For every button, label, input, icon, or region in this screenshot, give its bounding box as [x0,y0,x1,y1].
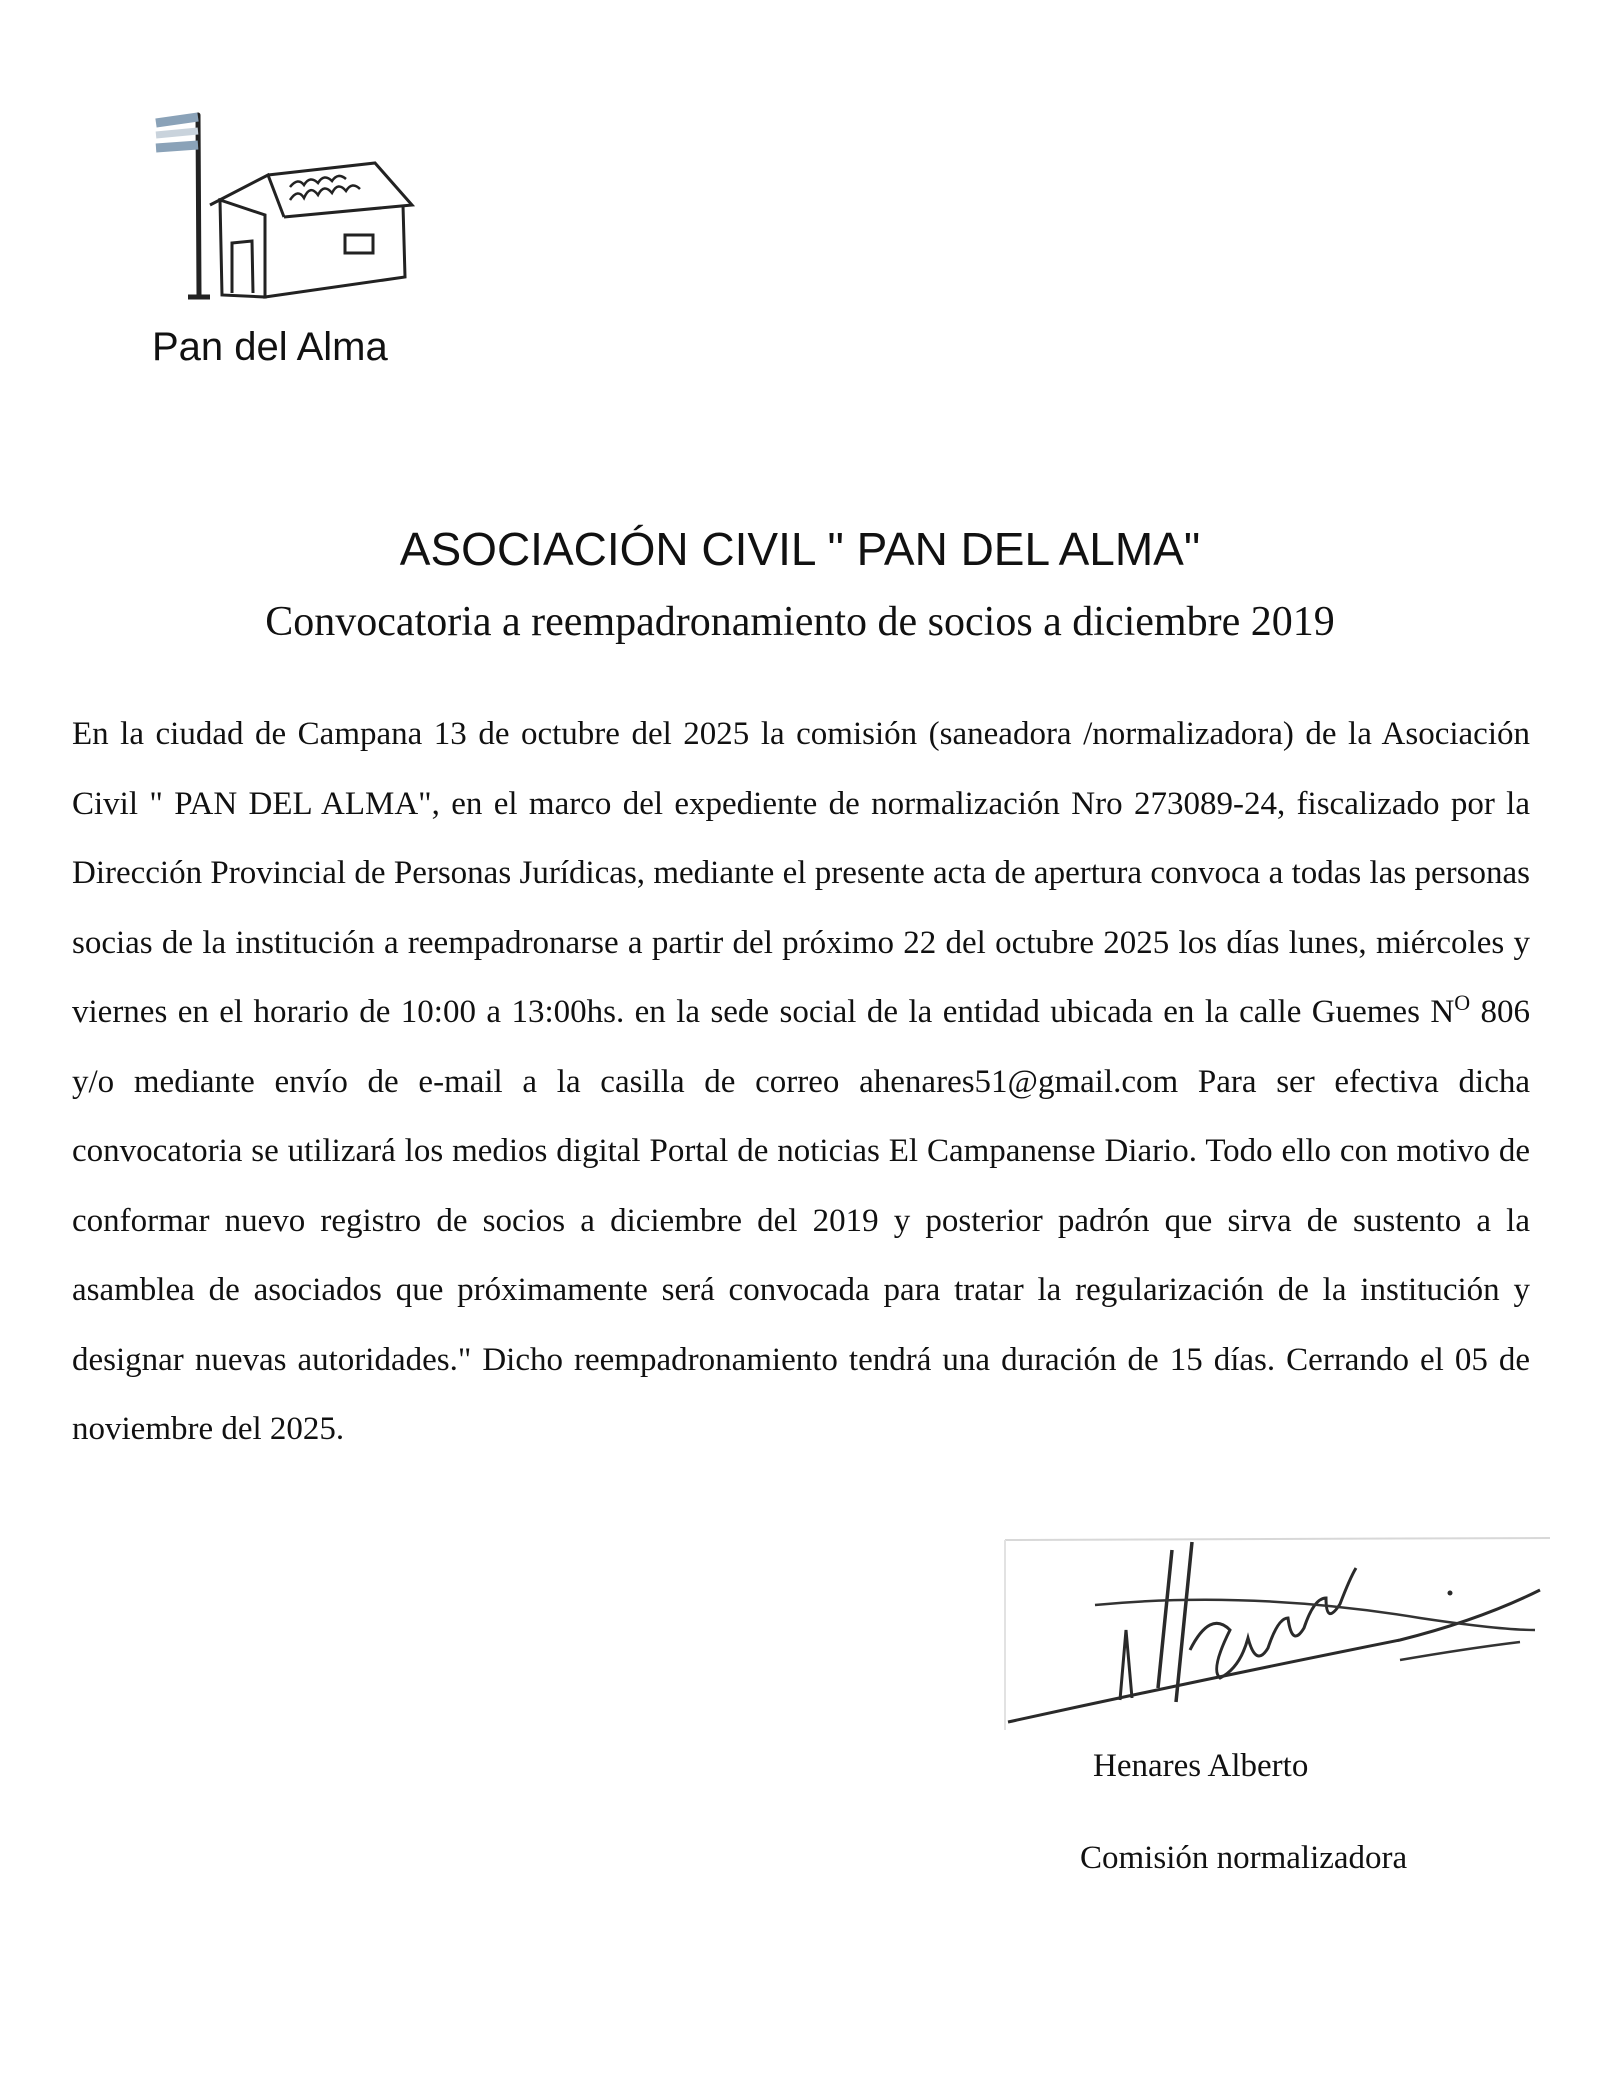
house-with-flag-icon [150,105,420,305]
ordinal-superscript: O [1454,990,1471,1015]
signature [1000,1530,1560,1740]
logo [150,105,440,325]
handwritten-signature-icon [1000,1530,1560,1740]
signer-name: Henares Alberto [1093,1748,1309,1784]
body-text-part-2: 806 y/o mediante envío de e-mail a la casilla de correo ahenares51@gmail.com Para ser efectiva dicha convocatoria se utilizará los medios digital Portal de noticias El Campanense Diario. Todo ello con motivo de conformar nuevo registro de socios a diciembre del 2019 y posterior padrón que sirva de sustento a la asamblea de asociados que próximamente será convocada para tratar la regularización de la institución y designar nuevas autoridades." Dicho reempadronamiento tendrá una duración de 15 días. Cerrando el 05 de noviembre del 2025. [72,994,1530,1447]
body-paragraph [72,700,1530,1465]
signer-role: Comisión normalizadora [1080,1840,1408,1876]
body-text-part-1: En la ciudad de Campana 13 de octubre del 2025 la comisión (saneadora /normalizadora) de la Asociación Civil " PAN DEL ALMA", en el marco del expediente de normalización Nro 273089-24, fiscalizado por la Dirección Provincial de Personas Jurídicas, mediante el presente acta de apertura convoca a todas las personas socias de la institución a reempadronarse a partir del próximo 22 del octubre 2025 los días lunes, miércoles y viernes en el horario de 10:00 a 13:00hs. en la sede social de la entidad ubicada en la calle Guemes N [72,716,1530,1030]
document-subtitle: Convocatoria a reempadronamiento de socios a diciembre 2019 [265,599,1335,645]
logo-caption: Pan del Alma [152,325,388,369]
document-title: ASOCIACIÓN CIVIL " PAN DEL ALMA" [399,523,1201,575]
